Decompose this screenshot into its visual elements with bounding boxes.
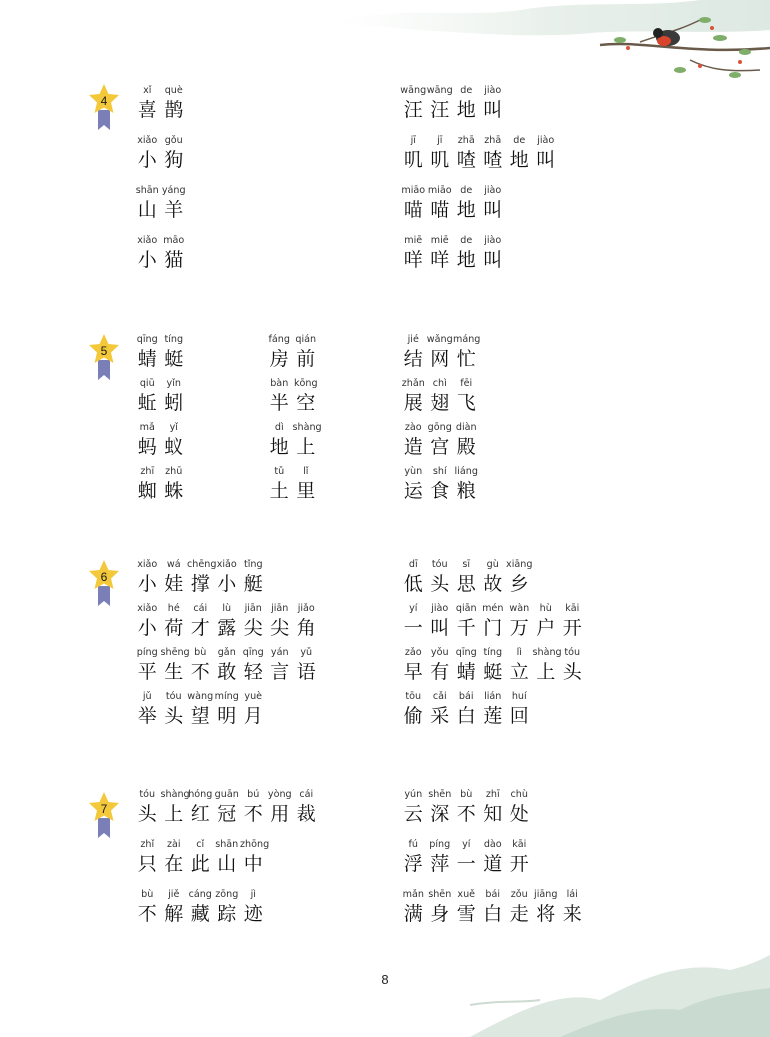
vocab-item bbox=[400, 82, 506, 120]
hanzi-row: 运 食 粮 bbox=[403, 479, 476, 502]
star-badge bbox=[86, 82, 122, 134]
pinyin-row: wāng wāng de jiào bbox=[400, 85, 502, 96]
vocab-item bbox=[400, 556, 533, 594]
vocab-item bbox=[266, 375, 319, 413]
star-icon bbox=[86, 790, 122, 842]
hanzi-row: 房 前 bbox=[269, 347, 316, 370]
pinyin-row: dì shàng bbox=[274, 422, 322, 433]
hanzi-row: 早 有 蜻 蜓 立 上 头 bbox=[403, 660, 582, 683]
hanzi-row: 满 身 雪 白 走 将 来 bbox=[403, 902, 582, 925]
pinyin-row: zhǐ zài cǐ shān zhōng bbox=[140, 839, 270, 850]
vocab-item bbox=[400, 331, 480, 369]
hanzi-row: 举 头 望 明 月 bbox=[137, 704, 263, 727]
pinyin-row: xǐ què bbox=[143, 85, 183, 96]
pinyin-row: qīng tíng bbox=[136, 334, 184, 345]
vocab-item bbox=[134, 132, 187, 170]
hanzi-row: 小 荷 才 露 尖 尖 角 bbox=[137, 616, 316, 639]
pinyin-row: yún shēn bù zhī chù bbox=[404, 789, 528, 800]
star-icon bbox=[86, 558, 122, 610]
pinyin-row: zhǎn chì fēi bbox=[401, 378, 473, 389]
pinyin-row: yùn shí liáng bbox=[404, 466, 478, 477]
star-icon bbox=[86, 82, 122, 134]
section-number: 7 bbox=[100, 802, 108, 816]
pinyin-row: jǔ tóu wàng míng yuè bbox=[142, 691, 263, 702]
hanzi-row: 平 生 不 敢 轻 言 语 bbox=[137, 660, 316, 683]
pinyin-row: bù jiě cáng zōng jì bbox=[141, 889, 256, 900]
hanzi-row: 土 里 bbox=[269, 479, 316, 502]
pinyin-row: tōu cǎi bái lián huí bbox=[405, 691, 527, 702]
vocab-item bbox=[134, 786, 320, 824]
vocab-item bbox=[266, 463, 319, 501]
bottom-ink-mountain-decoration bbox=[0, 900, 770, 1037]
vocab-item bbox=[400, 886, 586, 924]
hanzi-row: 叽 叽 喳 喳 地 叫 bbox=[403, 148, 556, 171]
pinyin-row: yí jiào qiān mén wàn hù kāi bbox=[409, 603, 580, 614]
vocab-item bbox=[134, 688, 267, 726]
vocab-item bbox=[400, 419, 480, 457]
hanzi-row: 不 解 藏 踪 迹 bbox=[137, 902, 263, 925]
vocab-item bbox=[400, 463, 480, 501]
hanzi-row: 小 娃 撑 小 艇 bbox=[137, 572, 263, 595]
pinyin-row: xiǎo wá chēng xiǎo tǐng bbox=[137, 559, 263, 570]
vocab-item bbox=[400, 644, 586, 682]
vocab-item bbox=[134, 182, 187, 220]
vocab-item bbox=[134, 644, 320, 682]
vocab-item bbox=[400, 232, 506, 270]
star-badge bbox=[86, 790, 122, 842]
hanzi-row: 地 上 bbox=[269, 435, 316, 458]
pinyin-row: qiū yǐn bbox=[139, 378, 181, 389]
vocab-item bbox=[400, 836, 533, 874]
hanzi-row: 半 空 bbox=[269, 391, 316, 414]
pinyin-row: xiǎo hé cái lù jiān jiān jiǎo bbox=[137, 603, 315, 614]
section-number: 4 bbox=[100, 94, 108, 108]
hanzi-row: 低 头 思 故 乡 bbox=[403, 572, 529, 595]
vocab-item bbox=[400, 786, 533, 824]
pinyin-row: zào gōng diàn bbox=[404, 422, 477, 433]
hanzi-row: 展 翅 飞 bbox=[403, 391, 476, 414]
hanzi-row: 山 羊 bbox=[137, 198, 184, 221]
hanzi-row: 喜 鹊 bbox=[137, 98, 184, 121]
vocab-item bbox=[134, 331, 187, 369]
vocab-item bbox=[134, 463, 187, 501]
star-badge bbox=[86, 558, 122, 610]
pinyin-row: xiǎo māo bbox=[137, 235, 185, 246]
vocab-item bbox=[134, 375, 187, 413]
pinyin-row: fáng qián bbox=[268, 334, 317, 345]
vocab-item bbox=[134, 600, 320, 638]
vocab-item bbox=[134, 82, 187, 120]
hanzi-row: 云 深 不 知 处 bbox=[403, 802, 529, 825]
pinyin-row: miē miē de jiào bbox=[404, 235, 502, 246]
pinyin-row: bàn kōng bbox=[270, 378, 318, 389]
hanzi-row: 蚂 蚁 bbox=[137, 435, 184, 458]
pinyin-row: jī jī zhā zhā de jiào bbox=[410, 135, 555, 146]
vocab-item bbox=[266, 419, 322, 458]
hanzi-row: 偷 采 白 莲 回 bbox=[403, 704, 529, 727]
vocab-item bbox=[400, 132, 559, 170]
vocab-item bbox=[400, 182, 506, 220]
vocab-item bbox=[134, 836, 270, 875]
hanzi-row: 喵 喵 地 叫 bbox=[403, 198, 503, 221]
pinyin-row: dī tóu sī gù xiāng bbox=[408, 559, 533, 570]
vocab-item bbox=[134, 886, 267, 924]
vocab-item bbox=[134, 419, 187, 457]
pinyin-row: xiǎo gǒu bbox=[137, 135, 183, 146]
vocab-item bbox=[134, 556, 267, 594]
pinyin-row: tǔ lǐ bbox=[274, 466, 309, 477]
pinyin-row: píng shēng bù gǎn qīng yán yǔ bbox=[136, 647, 313, 658]
pinyin-row: fú píng yí dào kāi bbox=[408, 839, 527, 850]
pinyin-row: shān yáng bbox=[135, 185, 186, 196]
hanzi-row: 小 狗 bbox=[137, 148, 184, 171]
pinyin-row: mǎn shēn xuě bái zǒu jiāng lái bbox=[402, 889, 578, 900]
section-number: 6 bbox=[100, 570, 108, 584]
pinyin-row: zǎo yǒu qīng tíng lì shàng tóu bbox=[404, 647, 581, 658]
hanzi-row: 头 上 红 冠 不 用 裁 bbox=[137, 802, 316, 825]
vocab-item bbox=[400, 600, 586, 638]
vocab-item bbox=[266, 331, 319, 369]
hanzi-row: 只 在 此 山 中 bbox=[137, 852, 263, 875]
vocab-item bbox=[134, 232, 187, 270]
hanzi-row: 蚯 蚓 bbox=[137, 391, 184, 414]
pinyin-row: zhī zhū bbox=[140, 466, 183, 477]
pinyin-row: tóu shàng hóng guān bú yòng cái bbox=[139, 789, 314, 800]
vocab-item bbox=[400, 375, 480, 413]
page-number: 8 bbox=[381, 972, 389, 987]
hanzi-row: 蜘 蛛 bbox=[137, 479, 184, 502]
vocab-item bbox=[400, 688, 533, 726]
hanzi-row: 一 叫 千 门 万 户 开 bbox=[403, 616, 582, 639]
hanzi-row: 结 网 忙 bbox=[403, 347, 476, 370]
pinyin-row: miāo miāo de jiào bbox=[401, 185, 502, 196]
pinyin-row: mǎ yǐ bbox=[139, 422, 178, 433]
pinyin-row: jié wǎng máng bbox=[407, 334, 481, 345]
hanzi-row: 浮 萍 一 道 开 bbox=[403, 852, 529, 875]
hanzi-row: 汪 汪 地 叫 bbox=[403, 98, 503, 121]
star-icon bbox=[86, 332, 122, 384]
hanzi-row: 造 宫 殿 bbox=[403, 435, 476, 458]
star-badge bbox=[86, 332, 122, 384]
hanzi-row: 咩 咩 地 叫 bbox=[403, 248, 503, 271]
hanzi-row: 蜻 蜓 bbox=[137, 347, 184, 370]
hanzi-row: 小 猫 bbox=[137, 248, 184, 271]
section-number: 5 bbox=[100, 344, 108, 358]
